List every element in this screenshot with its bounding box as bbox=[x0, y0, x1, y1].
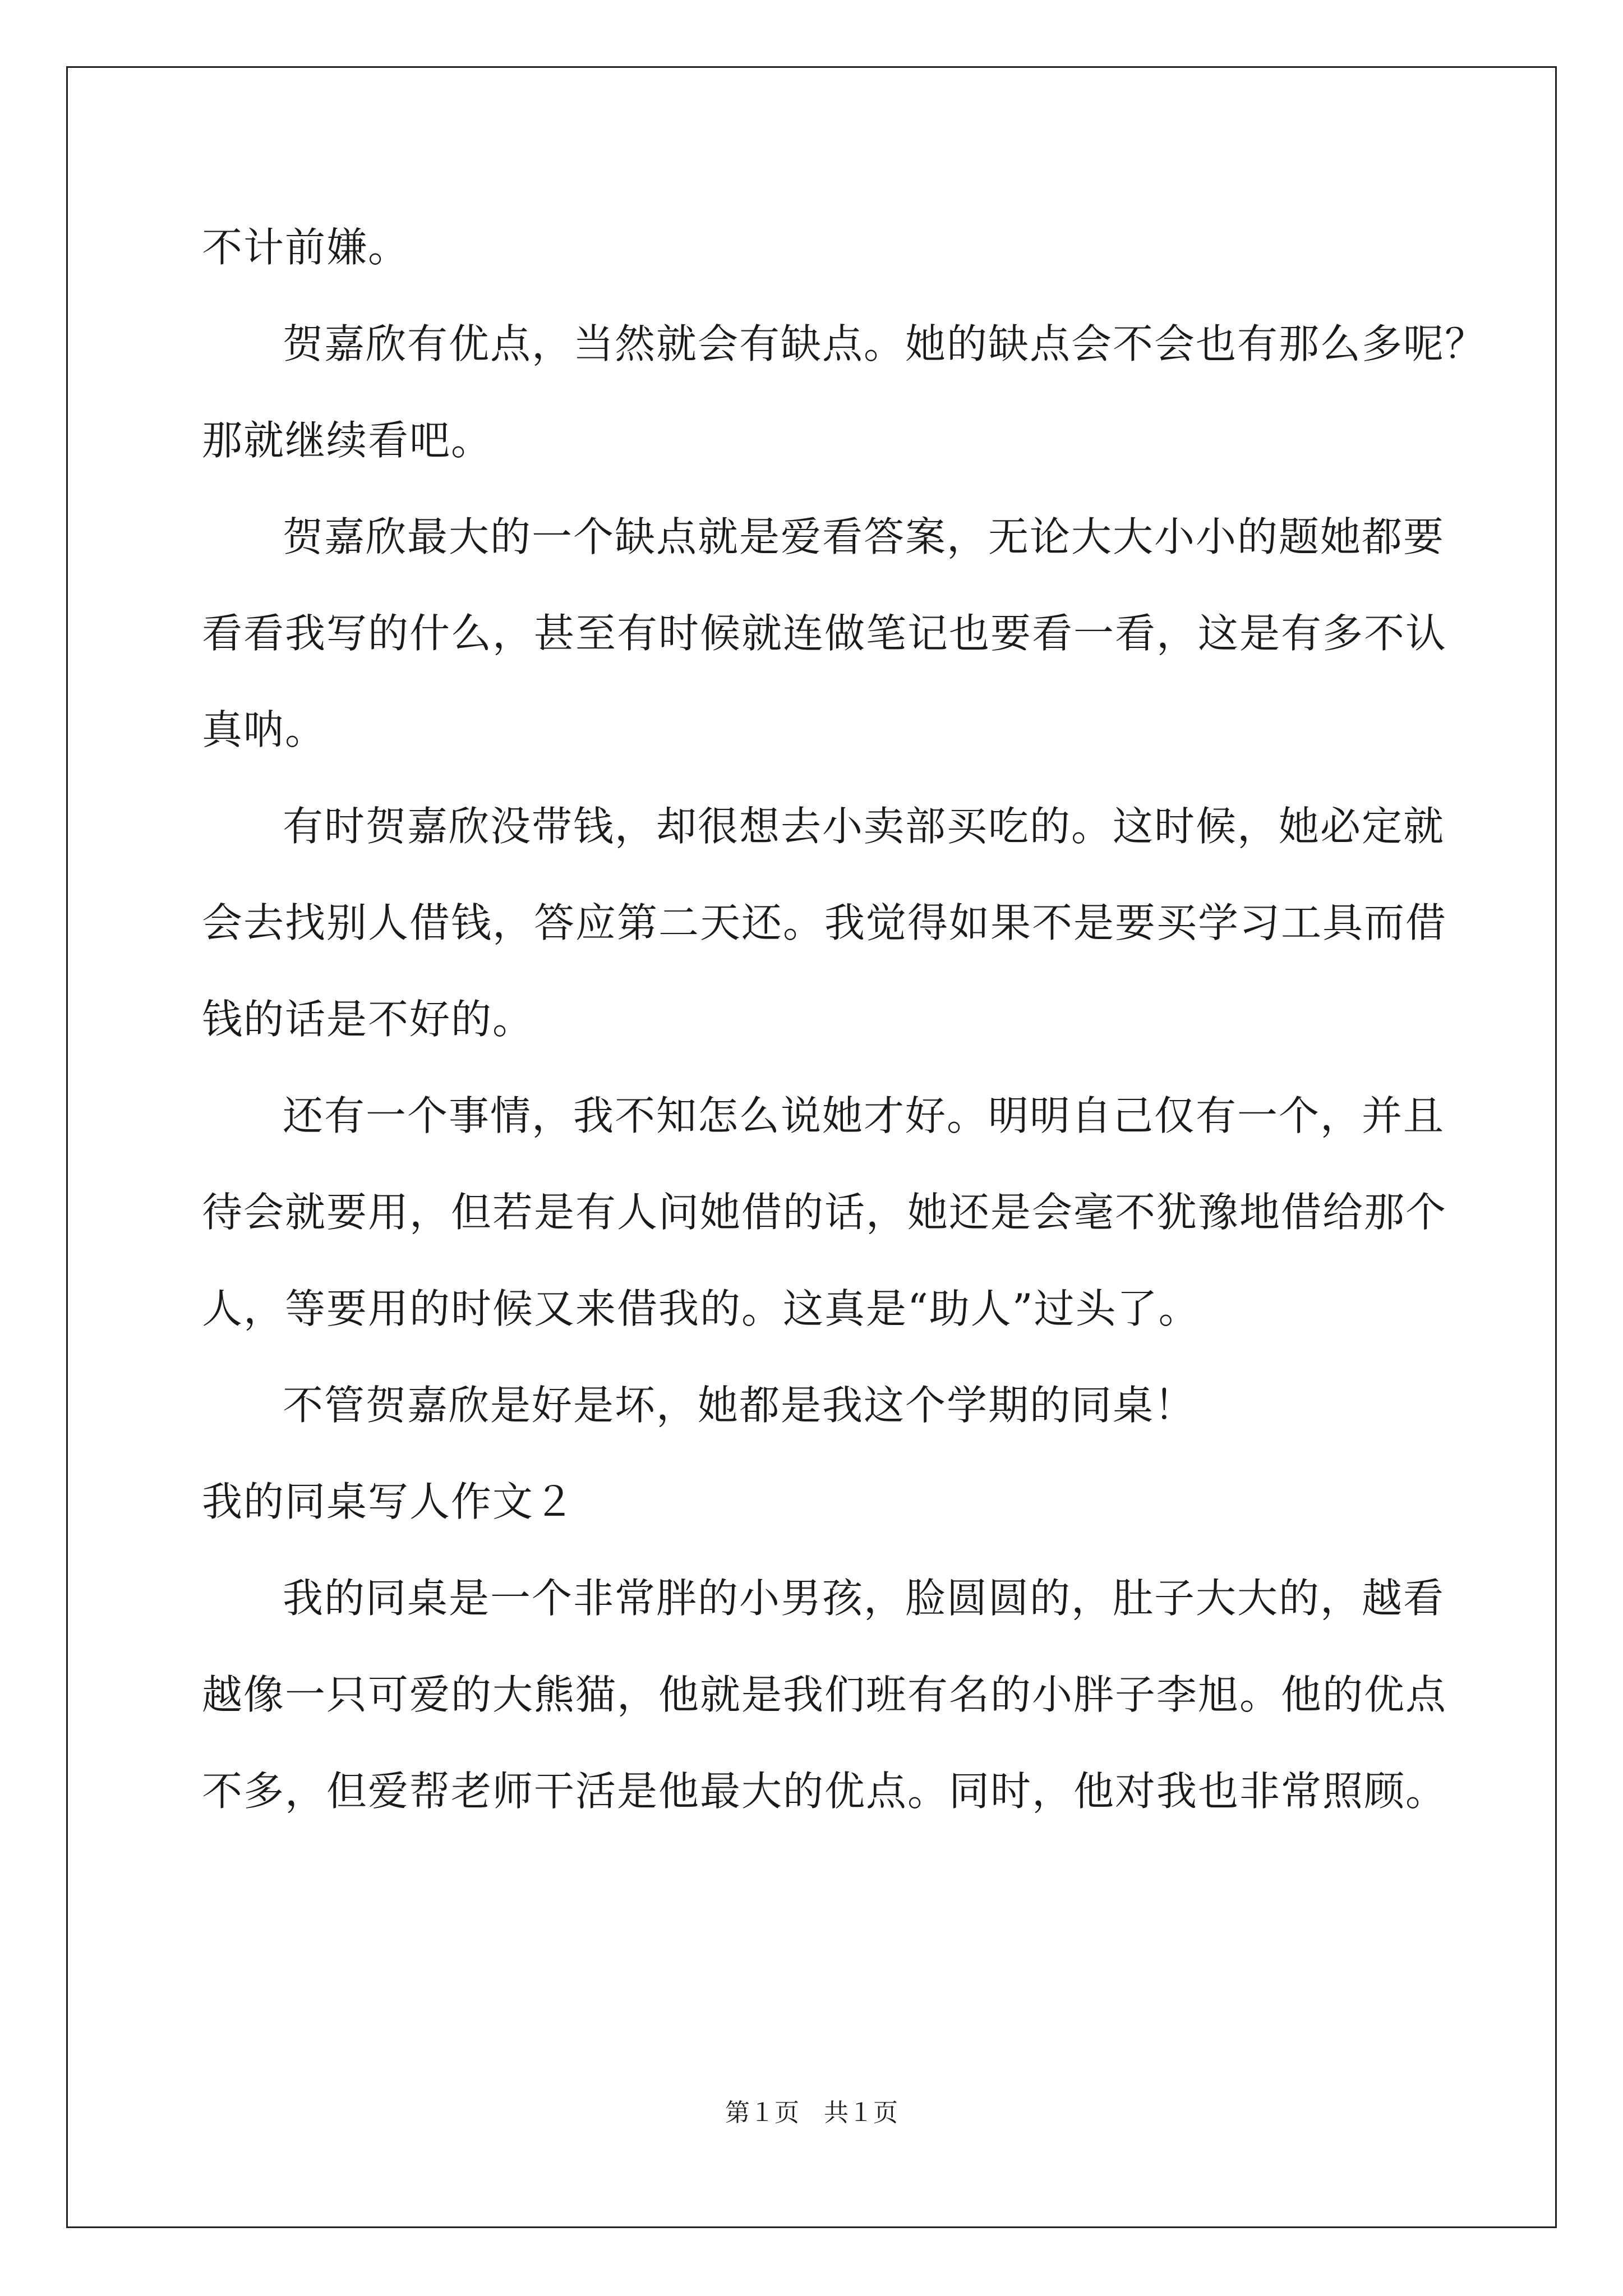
text-line: 不计前嫌。 bbox=[202, 224, 410, 271]
text-line: 看看我写的什么，甚至有时候就连做笔记也要看一看，这是有多不认 bbox=[202, 610, 1447, 657]
text-line: 那就继续看吧。 bbox=[202, 417, 493, 464]
text-line: 不管贺嘉欣是好是坏，她都是我这个学期的同桌！ bbox=[283, 1382, 1196, 1429]
text-line: 待会就要用，但若是有人问她借的话，她还是会毫不犹豫地借给那个 bbox=[202, 1189, 1447, 1236]
text-line: 我的同桌是一个非常胖的小男孩，脸圆圆的，肚子大大的，越看 bbox=[283, 1575, 1445, 1622]
section-heading: 我的同桌写人作文２ bbox=[202, 1478, 576, 1525]
text-line: 贺嘉欣最大的一个缺点就是爱看答案，无论大大小小的题她都要 bbox=[283, 513, 1445, 560]
text-line: 还有一个事情，我不知怎么说她才好。明明自己仅有一个，并且 bbox=[283, 1092, 1445, 1139]
text-line: 钱的话是不好的。 bbox=[202, 996, 534, 1043]
text-line: 不多，但爱帮老师干活是他最大的优点。同时，他对我也非常照顾。 bbox=[202, 1768, 1447, 1815]
document-body bbox=[202, 199, 1487, 1839]
text-line: 有时贺嘉欣没带钱，却很想去小卖部买吃的。这时候，她必定就 bbox=[283, 803, 1445, 850]
text-line: 会去找别人借钱，答应第二天还。我觉得如果不是要买学习工具而借 bbox=[202, 899, 1447, 946]
text-line: 越像一只可爱的大熊猫，他就是我们班有名的小胖子李旭。他的优点 bbox=[202, 1671, 1447, 1718]
text-line: 真呐。 bbox=[202, 706, 327, 753]
text-line: 贺嘉欣有优点，当然就会有缺点。她的缺点会不会也有那么多呢？ bbox=[283, 320, 1487, 367]
page-footer: 第１页 共１页 bbox=[725, 2099, 898, 2127]
text-line: 人，等要用的时候又来借我的。这真是“助人”过头了。 bbox=[202, 1285, 1200, 1332]
